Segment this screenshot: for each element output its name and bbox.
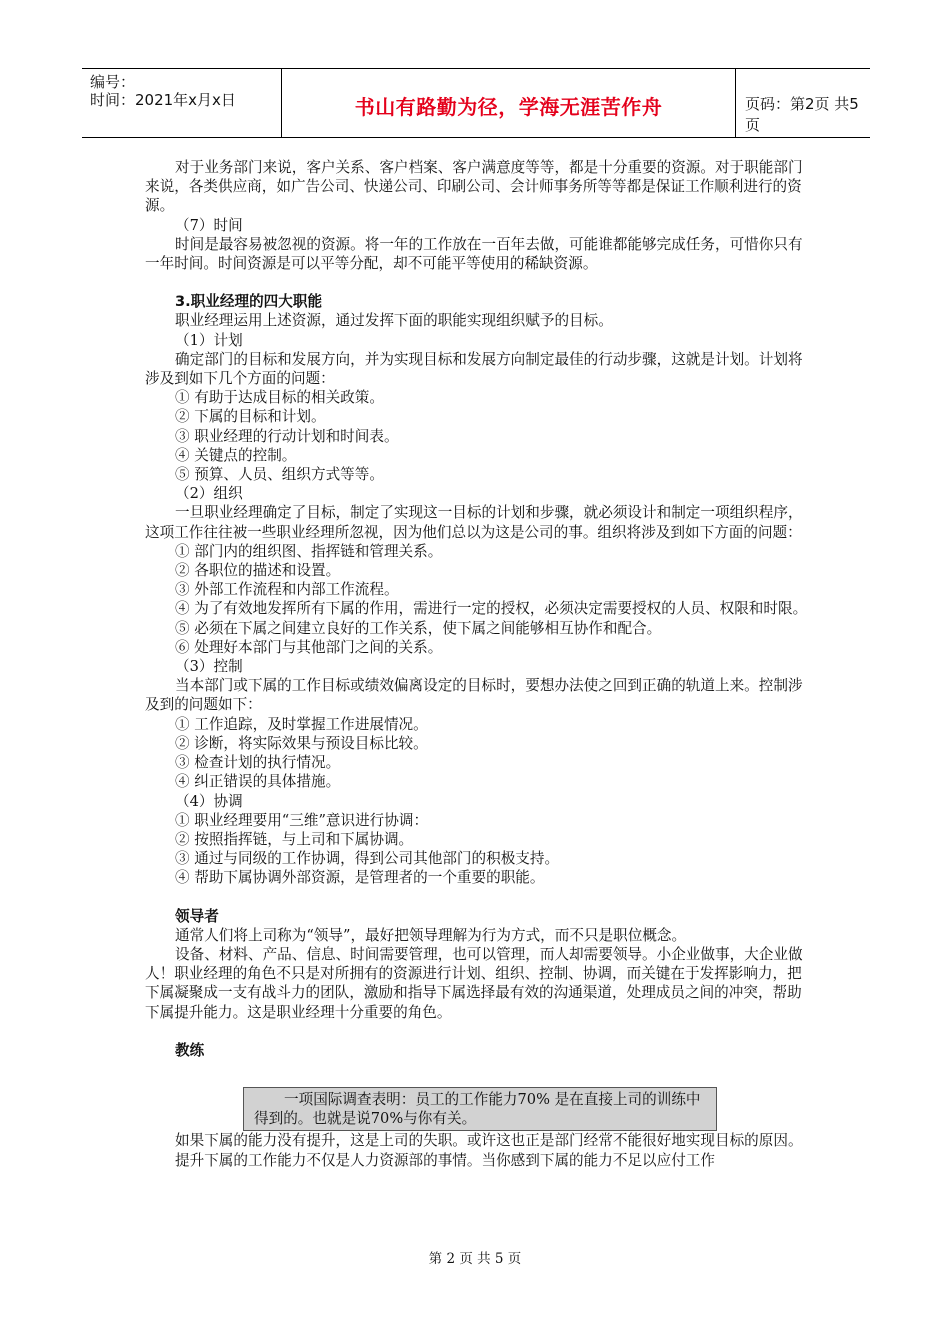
- list-item: ② 诊断，将实际效果与预设目标比较。: [175, 734, 428, 752]
- list-item: ④ 关键点的控制。: [175, 446, 297, 464]
- paragraph: 一旦职业经理确定了目标，制定了实现这一目标的计划和步骤，就必须设计和制定一项组织程序，这项工作往往被一些职业经理所忽视，因为他们总以为这是公司的事。组织将涉及到如下方面的问题：: [145, 504, 803, 541]
- header-page-cell: [735, 69, 870, 137]
- paragraph: 提升下属的工作能力不仅是人力资源部的事情。当你感到下属的能力不足以应付工作: [175, 1151, 715, 1169]
- list-item: ⑤ 必须在下属之间建立良好的工作关系，使下属之间能够相互协作和配合。: [175, 619, 662, 637]
- header-table: [82, 68, 870, 138]
- list-item: ④ 帮助下属协调外部资源，是管理者的一个重要的职能。: [175, 869, 545, 887]
- list-item: ③ 通过与同级的工作协调，得到公司其他部门的积极支持。: [175, 850, 560, 868]
- paragraph: 当本部门或下属的工作目标或绩效偏离设定的目标时，要想办法使之回到正确的轨道上来。控制涉及到的问题如下：: [145, 677, 803, 714]
- paragraph: 设备、材料、产品、信息、时间需要管理，也可以管理，而人却需要领导。小企业做事，大企业做人！职业经理的角色不只是对所拥有的资源进行计划、组织、控制、协调，而关键在于发挥影响力，把下属凝聚成一支有战斗力的团队，激励和指导下属选择最有效的沟通渠道，处理成员之间的冲突，帮助下属提升能力。这是职业经理十分重要的角色。: [145, 945, 803, 1021]
- paragraph: 对于业务部门来说，客户关系、客户档案、客户满意度等等，都是十分重要的资源。对于职能部门来说，各类供应商，如广告公司、快递公司、印刷公司、会计师事务所等等都是保证工作顺利进行的资源。: [145, 159, 803, 215]
- doc-date-label: 时间：2021年x月x日: [90, 91, 236, 109]
- paragraph: 确定部门的目标和发展方向，并为实现目标和发展方向制定最佳的行动步骤，这就是计划。计划将涉及到如下几个方面的问题：: [145, 350, 803, 388]
- list-item: ④ 纠正错误的具体措施。: [175, 773, 341, 791]
- header-meta-cell: [82, 69, 281, 137]
- paragraph: 时间是最容易被忽视的资源。将一年的工作放在一百年去做，可能谁都能够完成任务，可惜你只有一年时间。时间资源是可以平等分配，却不可能平等使用的稀缺资源。: [145, 235, 803, 273]
- list-item: ① 有助于达成目标的相关政策。: [175, 389, 384, 407]
- paragraph: 职业经理运用上述资源，通过发挥下面的职能实现组织赋予的目标。: [175, 312, 613, 330]
- header-motto-cell: [281, 69, 736, 137]
- list-item: ① 部门内的组织图、指挥链和管理关系。: [175, 542, 443, 560]
- list-item: ② 各职位的描述和设置。: [175, 562, 341, 580]
- list-item: ⑤ 预算、人员、组织方式等等。: [175, 466, 384, 484]
- list-item: ④ 为了有效地发挥所有下属的作用，需进行一定的授权，必须决定需要授权的人员、权限和时限。: [175, 600, 808, 618]
- motto: 书山有路勤为径，学海无涯苦作舟: [354, 95, 663, 119]
- highlight-box: 一项国际调查表明：员工的工作能力70% 是在直接上司的训练中得到的。也就是说70%与你有关。: [243, 1087, 717, 1131]
- list-item: ③ 职业经理的行动计划和时间表。: [175, 427, 399, 445]
- list-item: ③ 检查计划的执行情况。: [175, 754, 341, 772]
- list-item: ① 工作追踪，及时掌握工作进展情况。: [175, 715, 428, 733]
- list-item: ② 下属的目标和计划。: [175, 408, 326, 426]
- list-item: ② 按照指挥链，与上司和下属协调。: [175, 830, 414, 848]
- doc-number-label: 编号：: [90, 73, 136, 91]
- page-footer: 第 2 页 共 5 页: [428, 1251, 522, 1267]
- subheading-plan: （1）计划: [175, 331, 243, 349]
- list-item: ③ 外部工作流程和内部工作流程。: [175, 581, 399, 599]
- list-item: ① 职业经理要用“三维”意识进行协调：: [175, 811, 429, 829]
- subheading-control: （3）控制: [175, 658, 243, 676]
- document-body: [145, 158, 809, 1170]
- subheading-time: （7）时间: [175, 216, 243, 234]
- subheading-organize: （2）组织: [175, 485, 243, 503]
- subheading-coordinate: （4）协调: [175, 792, 243, 810]
- section-heading-coach: 教练: [175, 1041, 205, 1059]
- paragraph: 通常人们将上司称为“领导”，最好把领导理解为行为方式，而不只是职位概念。: [175, 926, 687, 944]
- section-heading-leader: 领导者: [175, 907, 219, 925]
- page-indicator: 页码：第2页 共5页: [745, 95, 859, 134]
- list-item: ⑥ 处理好本部门与其他部门之间的关系。: [175, 638, 443, 656]
- section-heading-four-functions: 3.职业经理的四大职能: [175, 293, 323, 311]
- paragraph: 如果下属的能力没有提升，这是上司的失职。或许这也正是部门经常不能很好地实现目标的原因。: [175, 1132, 803, 1150]
